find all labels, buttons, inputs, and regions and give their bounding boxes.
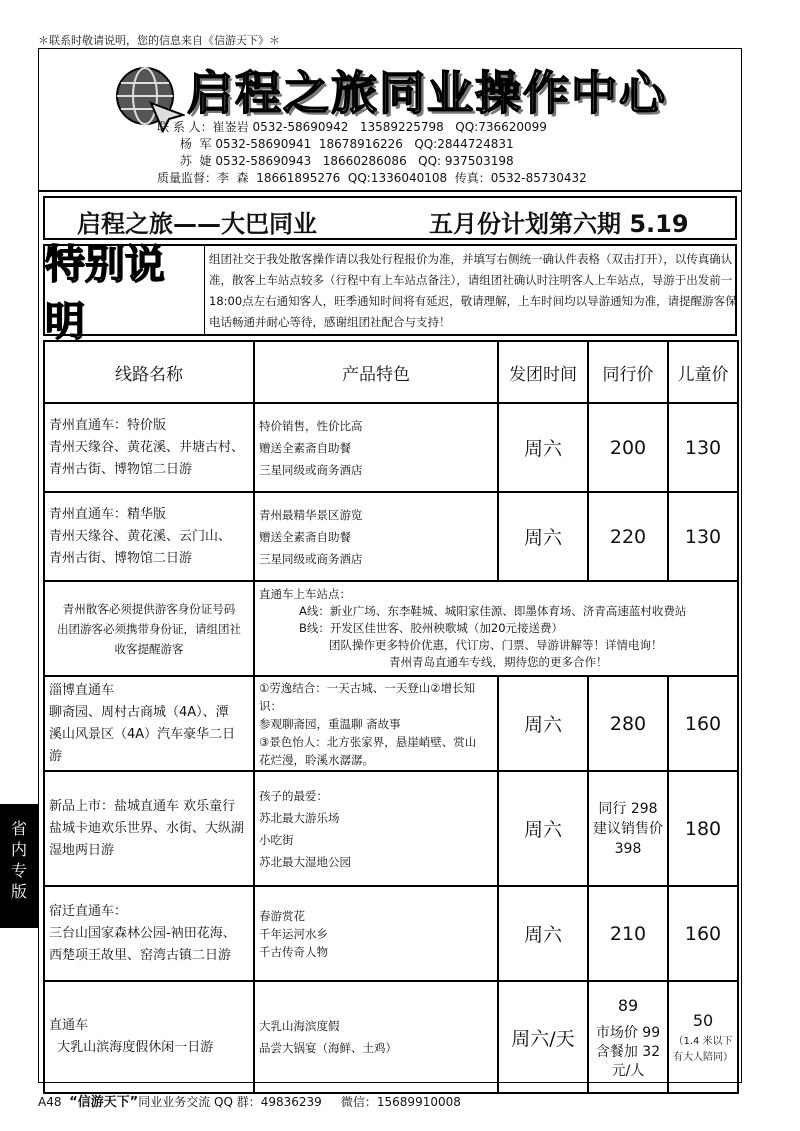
child-price-cell: 160	[668, 676, 738, 771]
contact-line-3: 苏 婕 0532-58690943 18660286086 QQ: 937503198	[157, 154, 514, 168]
features-cell: 青州最精华景区游览 赠送全素斋自助餐 三星同级或商务酒店	[254, 492, 498, 581]
features-cell: 大乳山海滨度假 品尝大锅宴（海鲜、土鸡）	[254, 981, 498, 1093]
day-cell: 周六	[498, 403, 588, 492]
price-cell: 200	[588, 403, 668, 492]
table-row	[44, 981, 738, 1093]
day-cell: 周六	[498, 886, 588, 981]
title-left: 启程之旅——大巴同业	[77, 210, 317, 238]
brand-title: 启程之旅同业操作中心	[187, 66, 667, 120]
table-row	[44, 492, 738, 581]
footer	[38, 1091, 461, 1110]
table-row	[44, 771, 738, 886]
contact-line-1: 联 系 人：崔崟岩 0532-58690942 13589225798 QQ:736620099	[157, 120, 547, 134]
route-cell: 直通车 大乳山滨海度假休闲一日游	[44, 981, 254, 1093]
special-notice	[43, 242, 737, 345]
footer-brand: “信游天下”	[69, 1095, 139, 1110]
page-number: A48	[38, 1095, 62, 1109]
features-cell: 孩子的最爱： 苏北最大游乐场 小吃街 苏北最大湿地公园	[254, 771, 498, 886]
table-row	[44, 676, 738, 771]
header-price: 同行价	[588, 341, 668, 403]
features-cell: 春游赏花 千年运河水乡 千古传奇人物	[254, 886, 498, 981]
notice-row	[44, 581, 738, 676]
day-cell: 周六	[498, 492, 588, 581]
contact-line-4: 质量监督：李 森 18661895276 QQ:1336040108 传真：0532-85730432	[157, 171, 587, 185]
table-header-row	[44, 341, 738, 403]
price-cell: 同行 298 建议销售价 398	[588, 771, 668, 886]
header	[39, 49, 741, 192]
notice-right-cell: 直通车上车站点： A线：新业广场、东李鞋城、城阳家佳源、即墨体育场、济青高速蓝村收费站 B线：开发区佳世客、胶州秧歌城（加20元接送费） 团队操作更多特价优惠，代订房、门票、导游讲解等！详情电询！ 青州青岛直通车专线，期待您的更多合作！	[254, 581, 738, 676]
child-price-cell: 180	[668, 771, 738, 886]
page-frame	[38, 48, 742, 1083]
table-row	[44, 886, 738, 981]
price-cell: 210	[588, 886, 668, 981]
side-label: 省 内 专 版	[0, 804, 38, 928]
features-cell: 特价销售，性价比高 赠送全素斋自助餐 三星同级或商务酒店	[254, 403, 498, 492]
notice-left-cell: 青州散客必须提供游客身份证号码 出团游客必须携带身份证，请组团社 收客提醒游客	[44, 581, 254, 676]
day-cell: 周六/天	[498, 981, 588, 1093]
header-features: 产品特色	[254, 341, 498, 403]
day-cell: 周六	[498, 771, 588, 886]
route-cell: 淄博直通车 聊斋园、周村古商城（4A）、潭 溪山风景区（4A）汽车豪华二日 游	[44, 676, 254, 771]
route-cell: 新品上市：盐城直通车 欢乐童行 盐城卡迪欢乐世界、水街、大纵湖 湿地两日游	[44, 771, 254, 886]
route-table	[43, 340, 739, 1094]
child-price-cell: 130	[668, 403, 738, 492]
contact-line-2: 杨 军 0532-58690941 18678916226 QQ:2844724831	[157, 137, 514, 151]
route-cell: 宿迁直通车： 三台山国家森林公园-衲田花海、 西楚项王故里、窑湾古镇二日游	[44, 886, 254, 981]
special-label: 特别说明	[45, 242, 165, 345]
price-cell: 280	[588, 676, 668, 771]
child-price-cell: 160	[668, 886, 738, 981]
child-price-cell: 50 （1.4 米以下 有大人陪同）	[668, 981, 738, 1093]
special-label-box	[45, 242, 205, 345]
features-cell: ①劳逸结合：一天古城、一天登山②增长知识： 参观聊斋园，重温聊 斋故事 ③景色怡人：北方张家界，悬崖峭壁、赏山 花烂漫，聆溪水潺潺。	[254, 676, 498, 771]
table-row	[44, 403, 738, 492]
special-text: 组团社交于我处散客操作请以我处行程报价为准，并填写右侧统一确认件表格（双击打开），以传真确认准，散客上车站点较多（行程中有上车站点备注），请组团社确认时注明客人上车站点，导游于出发前一18:00点左右通知客人，旺季通知时间将有延迟，敬请理解，上车时间均以导游通知为准，请提醒游客保电话畅通并耐心等待，感谢组团社配合与支持！	[209, 252, 737, 329]
day-cell: 周六	[498, 676, 588, 771]
top-note: ＊联系时敬请说明，您的信息来自《信游天下》＊	[38, 34, 280, 47]
price-cell: 220	[588, 492, 668, 581]
route-cell: 青州直通车：特价版 青州天缘谷、黄花溪、井塘古村、 青州古街、博物馆二日游	[44, 403, 254, 492]
price-cell: 89 市场价 99 含餐加 32 元/人	[588, 981, 668, 1093]
child-price-cell: 130	[668, 492, 738, 581]
header-day: 发团时间	[498, 341, 588, 403]
header-child: 儿童价	[668, 341, 738, 403]
header-route: 线路名称	[44, 341, 254, 403]
route-cell: 青州直通车：精华版 青州天缘谷、黄花溪、云门山、 青州古街、博物馆二日游	[44, 492, 254, 581]
footer-text: 同业业务交流 QQ 群：49836239 微信：15689910008	[138, 1095, 461, 1109]
title-right: 五月份计划第六期 5.19	[429, 210, 689, 238]
